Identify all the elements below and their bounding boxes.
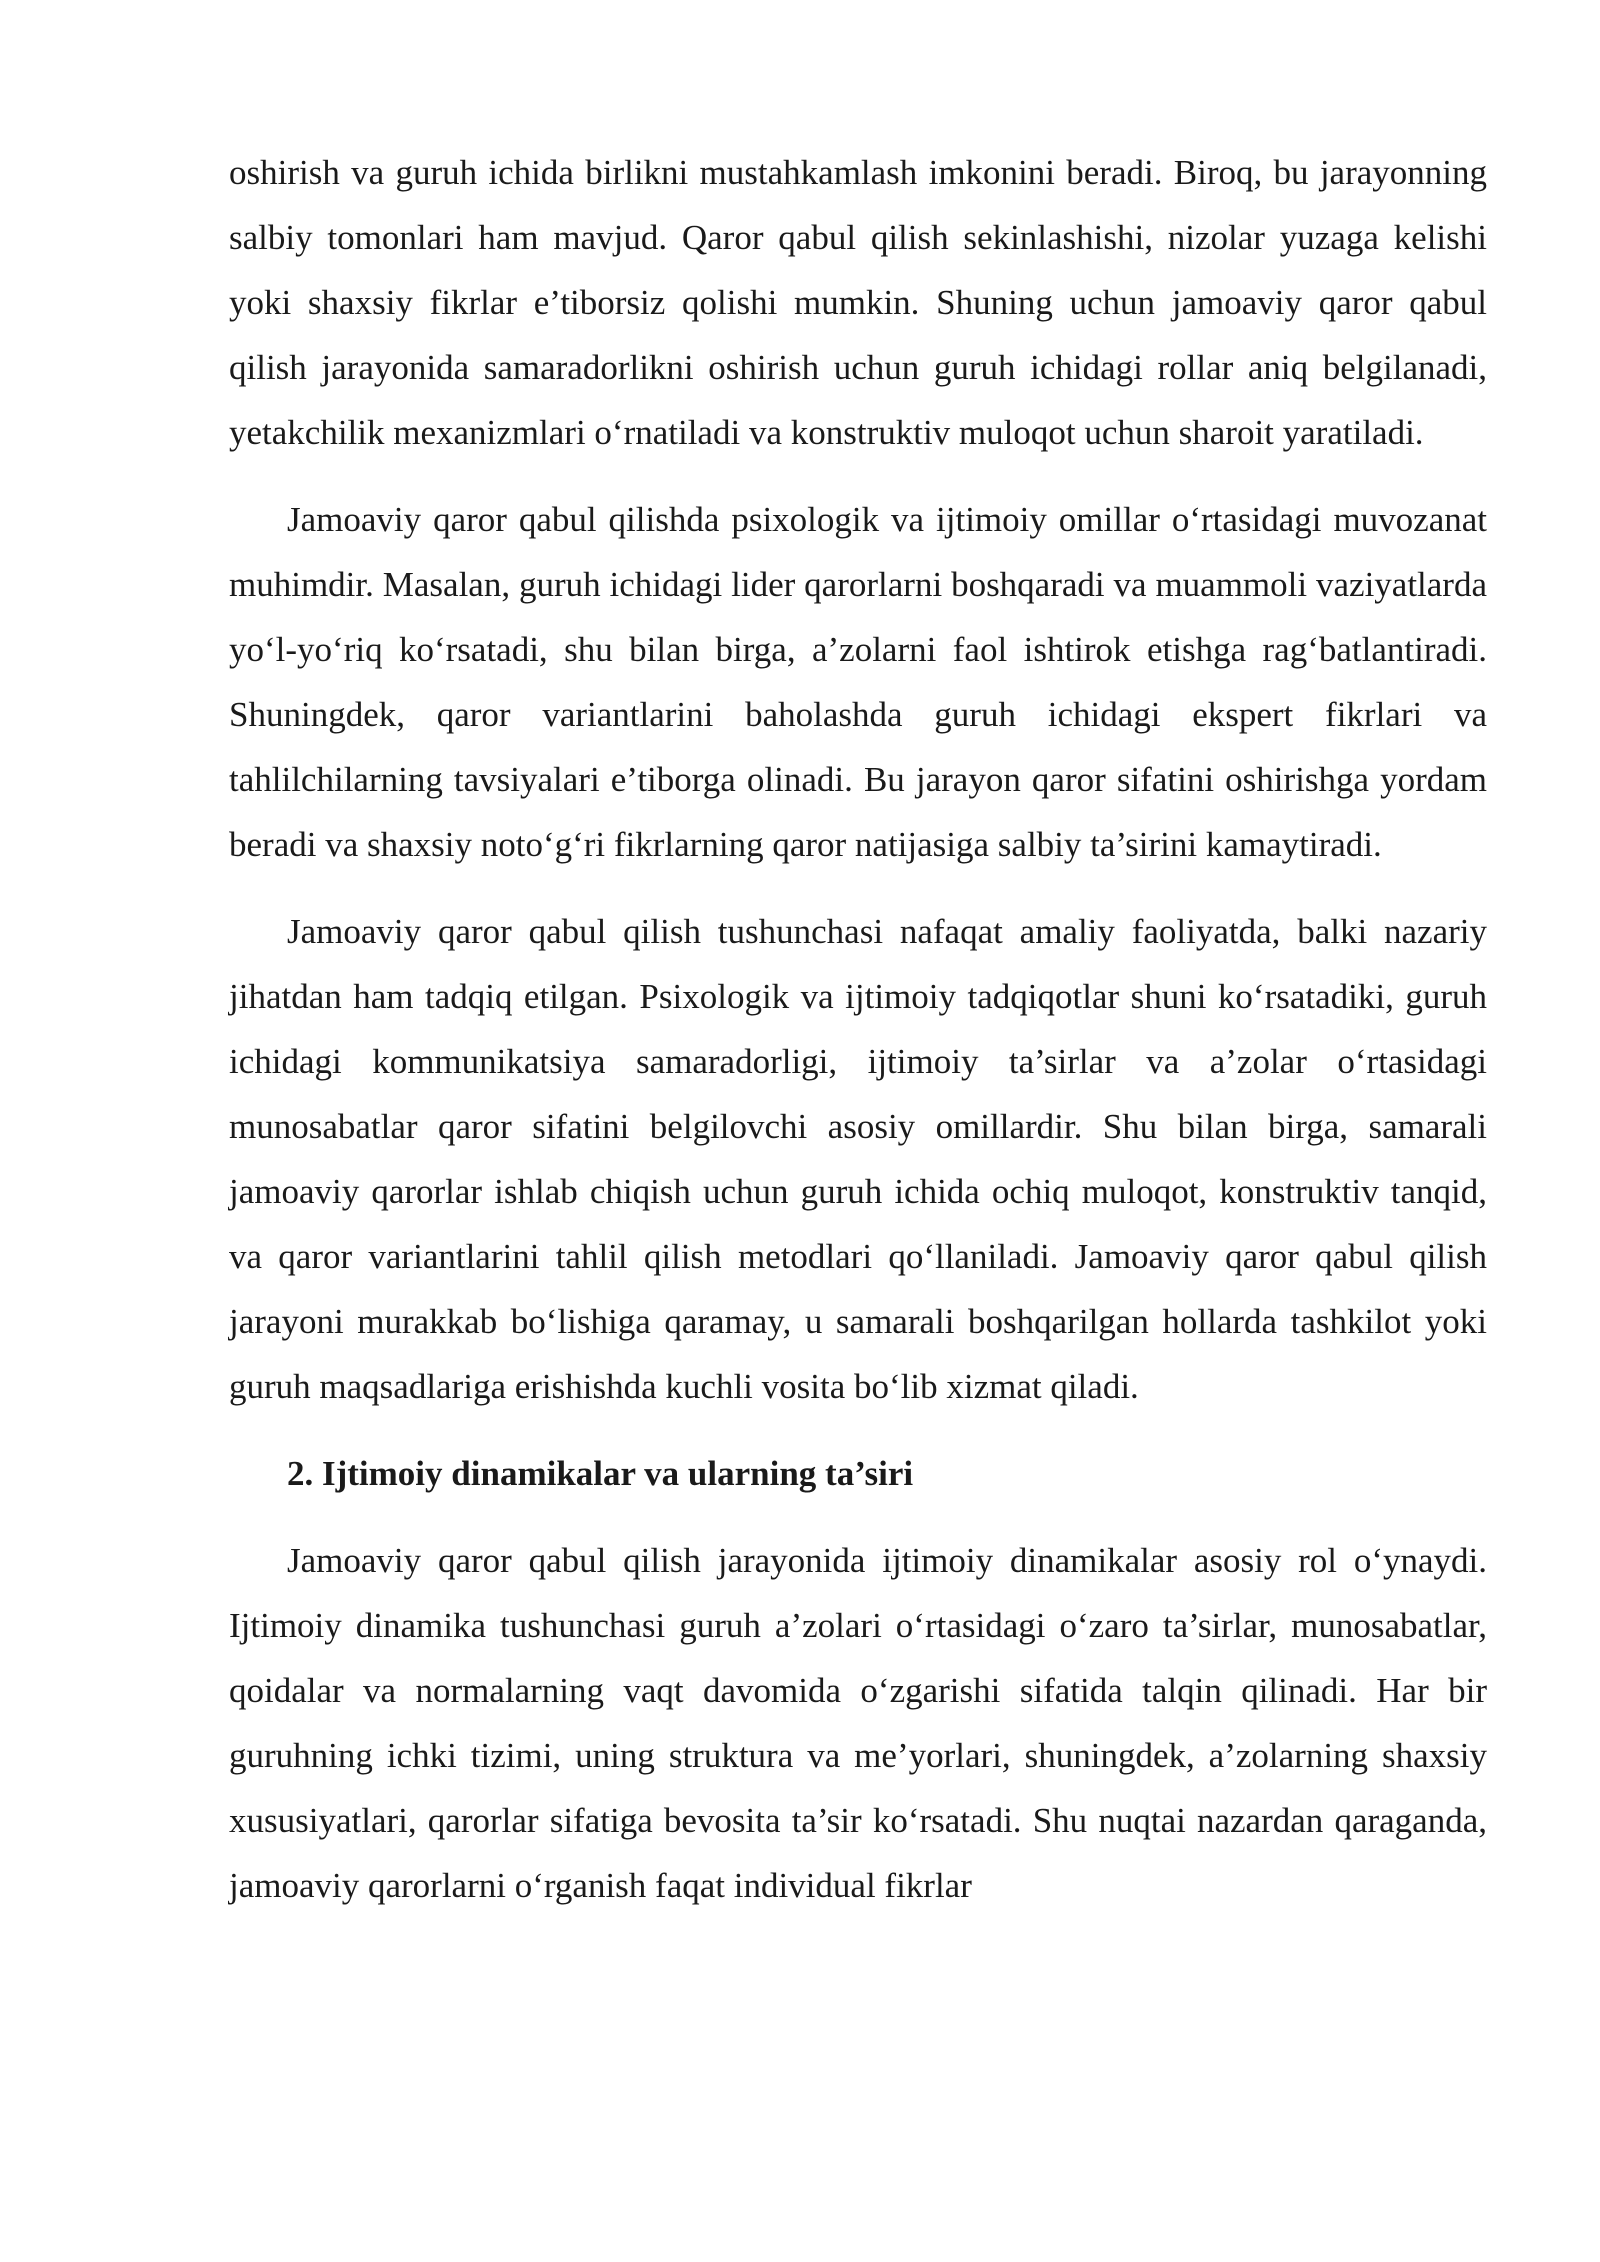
document-page (229, 140, 1487, 1940)
paragraph-continuation: oshirish va guruh ichida birlikni mustahkamlash imkonini beradi. Biroq, bu jarayonning salbiy tomonlari ham mavjud. Qaror qabul qilish sekinlashishi, nizolar yuzaga kelishi yoki shaxsiy fikrlar e’tiborsiz qolishi mumkin. Shuning uchun jamoaviy qaror qabul qilish jarayonida samaradorlikni oshirish uchun guruh ichidagi rollar aniq belgilanadi, yetakchilik mexanizmlari o‘rnatiladi va konstruktiv muloqot uchun sharoit yaratiladi. (229, 153, 1487, 452)
section-heading: 2. Ijtimoiy dinamikalar va ularning ta’siri (287, 1454, 914, 1493)
paragraph-social-dynamics: Jamoaviy qaror qabul qilish jarayonida ijtimoiy dinamikalar asosiy rol o‘ynaydi. Ijtimoiy dinamika tushunchasi guruh a’zolari o‘rtasidagi o‘zaro ta’sirlar, munosabatlar, qoidalar va normalarning vaqt davomida o‘zgarishi sifatida talqin qilinadi. Har bir guruhning ichki tizimi, uning struktura va me’yorlari, shuningdek, a’zolarning shaxsiy xususiyatlari, qarorlar sifatiga bevosita ta’sir ko‘rsatadi. Shu nuqtai nazardan qaraganda, jamoaviy qarorlarni o‘rganish faqat individual fikrlar (229, 1541, 1487, 1905)
paragraph-theoretical-research: Jamoaviy qaror qabul qilish tushunchasi nafaqat amaliy faoliyatda, balki nazariy jihatdan ham tadqiq etilgan. Psixologik va ijtimoiy tadqiqotlar shuni ko‘rsatadiki, guruh ichidagi kommunikatsiya samaradorligi, ijtimoiy ta’sirlar va a’zolar o‘rtasidagi munosabatlar qaror sifatini belgilovchi asosiy omillardir. Shu bilan birga, samarali jamoaviy qarorlar ishlab chiqish uchun guruh ichida ochiq muloqot, konstruktiv tanqid, va qaror variantlarini tahlil qilish metodlari qo‘llaniladi. Jamoaviy qaror qabul qilish jarayoni murakkab bo‘lishiga qaramay, u samarali boshqarilgan hollarda tashkilot yoki guruh maqsadlariga erishishda kuchli vosita bo‘lib xizmat qiladi. (229, 912, 1487, 1406)
paragraph-psychological-social-factors: Jamoaviy qaror qabul qilishda psixologik va ijtimoiy omillar o‘rtasidagi muvozanat muhimdir. Masalan, guruh ichidagi lider qarorlarni boshqaradi va muammoli vaziyatlarda yo‘l-yo‘riq ko‘rsatadi, shu bilan birga, a’zolarni faol ishtirok etishga rag‘batlantiradi. Shuningdek, qaror variantlarini baholashda guruh ichidagi ekspert fikrlari va tahlilchilarning tavsiyalari e’tiborga olinadi. Bu jarayon qaror sifatini oshirishga yordam beradi va shaxsiy noto‘g‘ri fikrlarning qaror natijasiga salbiy ta’sirini kamaytiradi. (229, 500, 1487, 864)
